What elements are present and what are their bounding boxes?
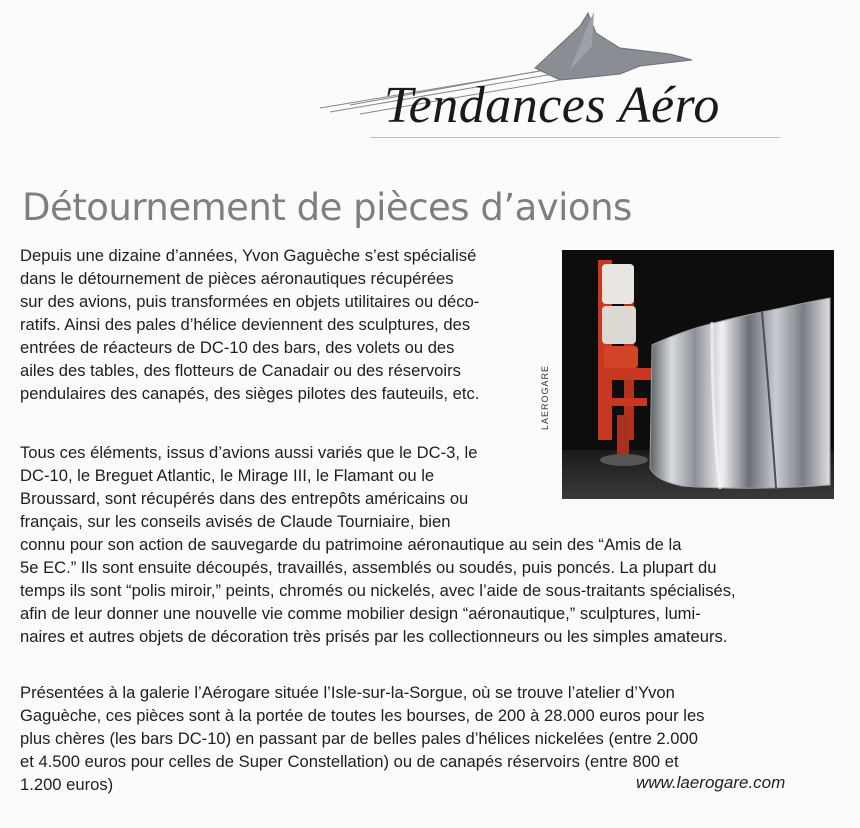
text-line: et 4.500 euros pour celles de Super Constellation) ou de canapés réservoirs (entre 800 et — [20, 752, 679, 771]
text-line: plus chères (les bars DC-10) en passant par de belles pales d’hélices nickelées (entre 2.000 — [20, 729, 698, 748]
ejection-seat-and-chrome-panel-photo — [562, 250, 834, 499]
text-line: ailes des tables, des flotteurs de Canadair ou des réservoirs — [20, 361, 461, 380]
text-line: Broussard, sont récupérés dans des entrepôts américains ou — [20, 489, 469, 508]
text-line: sur des avions, puis transformées en objets utilitaires ou déco- — [20, 292, 480, 311]
text-line: 5e EC.” Ils sont ensuite découpés, travaillés, assemblés ou soudés, puis poncés. La plupart du — [20, 558, 717, 577]
text-line: ratifs. Ainsi des pales d’hélice deviennent des sculptures, des — [20, 315, 471, 334]
text-line: Gaguèche, ces pièces sont à la portée de toutes les bourses, de 200 à 28.000 euros pour les — [20, 706, 705, 725]
text-line: DC-10, le Breguet Atlantic, le Mirage III, le Flamant ou le — [20, 466, 435, 485]
text-line: 1.200 euros) — [20, 775, 114, 794]
text-line: connu pour son action de sauvegarde du patrimoine aéronautique au sein des “Amis de la — [20, 535, 682, 554]
text-line: Présentées à la galerie l’Aérogare située l’Isle-sur-la-Sorgue, où se trouve l’atelier d’Yvon — [20, 683, 675, 702]
text-line: Depuis une dizaine d’années, Yvon Gaguèche s’est spécialisé — [20, 246, 477, 265]
text-line: temps ils sont “polis miroir,” peints, chromés ou nickelés, avec l’aide de sous-traitants spécialisés, — [20, 581, 736, 600]
text-line: entrées de réacteurs de DC-10 des bars, des volets ou des — [20, 338, 455, 357]
text-line: afin de leur donner une nouvelle vie comme mobilier design “aéronautique,” sculptures, lumi- — [20, 604, 701, 623]
website-link[interactable]: www.laerogare.com — [636, 773, 786, 792]
section-title: Tendances Aéro — [384, 77, 720, 134]
text-line: Tous ces éléments, issus d’avions aussi variés que le DC-3, le — [20, 443, 478, 462]
photo-credit: LAEROGARE — [540, 364, 550, 430]
text-line: dans le détournement de pièces aéronautiques récupérées — [20, 269, 454, 288]
text-line: pendulaires des canapés, des sièges pilotes des fauteuils, etc. — [20, 384, 480, 403]
article-title: Détournement de pièces d’avions — [22, 186, 632, 229]
text-line: français, sur les conseils avisés de Claude Tourniaire, bien — [20, 512, 451, 531]
header-divider — [370, 137, 780, 138]
text-line: naires et autres objets de décoration très prisés par les collectionneurs ou les simples amateurs. — [20, 627, 728, 646]
paragraph-intro — [20, 244, 550, 405]
